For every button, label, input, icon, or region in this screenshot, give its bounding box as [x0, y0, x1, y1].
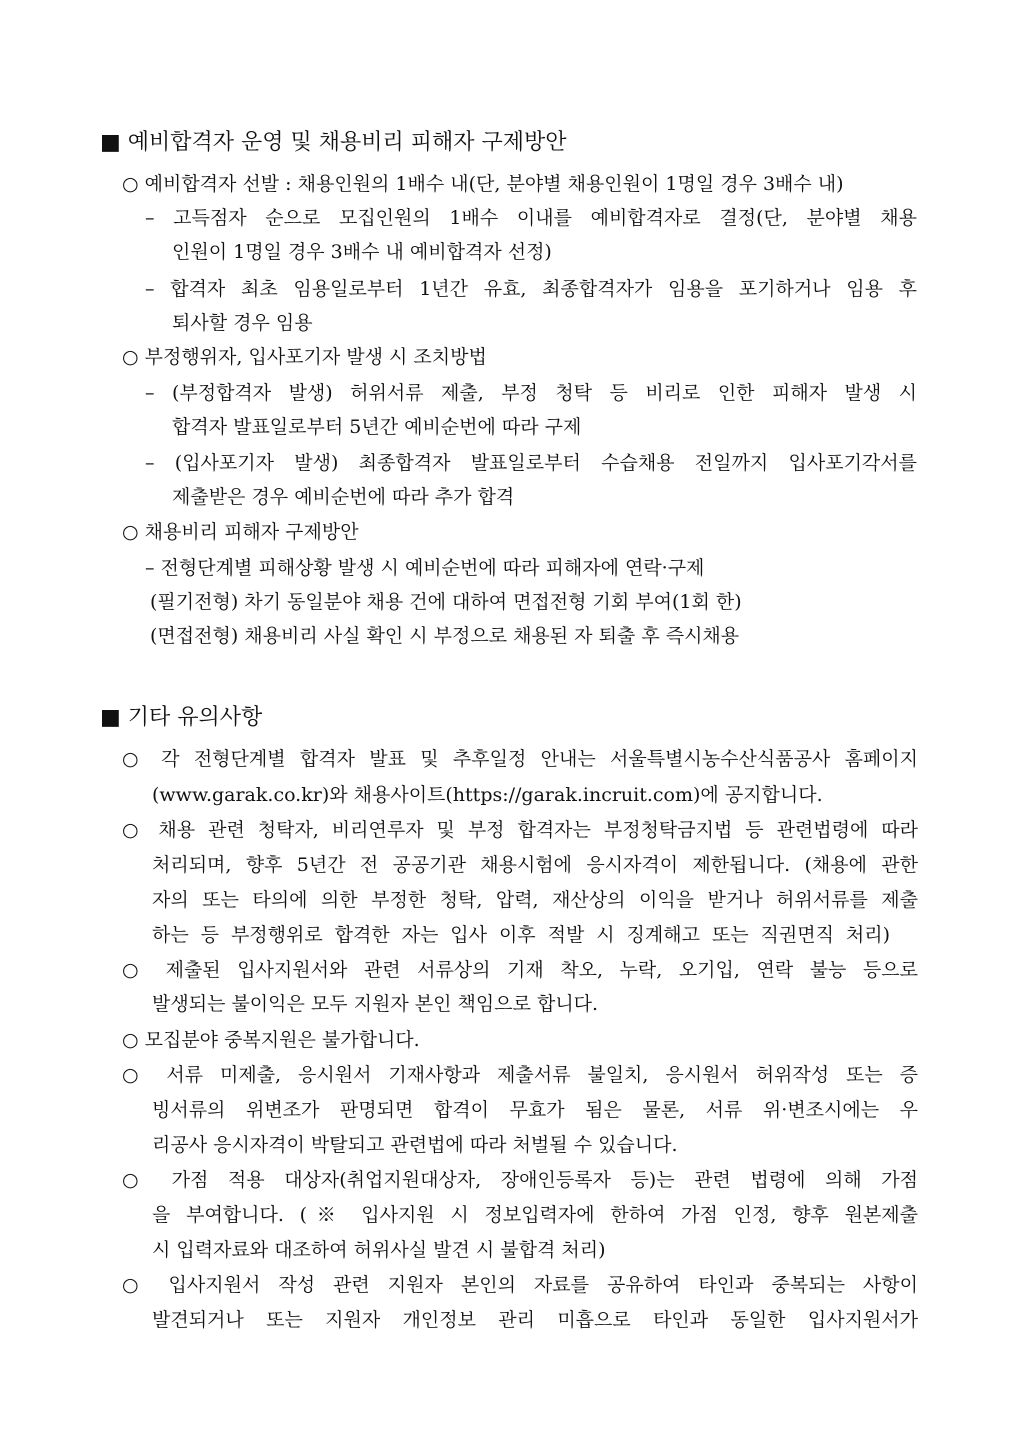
bullet-item: ○ 제출된 입사지원서와 관련 서류상의 기재 착오, 누락, 오기입, 연락 불능 등으로: [122, 959, 918, 981]
bullet-item-continued: 발생되는 불이익은 모두 지원자 본인 책임으로 합니다.: [152, 993, 599, 1015]
sub-item: (면접전형) 채용비리 사실 확인 시 부정으로 채용된 자 퇴출 후 즉시채용: [150, 625, 740, 647]
section-heading-other-notes: ■ 기타 유의사항: [100, 705, 263, 730]
bullet-item-continued: 발견되거나 또는 지원자 개인정보 관리 미흡으로 타인과 동일한 입사지원서가: [152, 1309, 918, 1331]
dash-item-continued: 인원이 1명일 경우 3배수 내 예비합격자 선정): [172, 241, 552, 263]
dash-item-continued: 제출받은 경우 예비순번에 따라 추가 합격: [172, 486, 515, 508]
bullet-item: ○ 서류 미제출, 응시원서 기재사항과 제출서류 불일치, 응시원서 허위작성 또는 증: [122, 1064, 918, 1086]
bullet-item: ○ 가점 적용 대상자(취업지원대상자, 장애인등록자 등)는 관련 법령에 의해 가점: [122, 1169, 918, 1191]
bullet-item-continued: (www.garak.co.kr)와 채용사이트(https://garak.incruit.com)에 공지합니다.: [152, 784, 823, 806]
sub-item: (필기전형) 차기 동일분야 채용 건에 대하여 면접전형 기회 부여(1회 한): [150, 591, 742, 613]
dash-item-continued: 합격자 발표일로부터 5년간 예비순번에 따라 구제: [172, 416, 582, 438]
dash-item: – (입사포기자 발생) 최종합격자 발표일로부터 수습채용 전일까지 입사포기각서를: [145, 452, 917, 474]
bullet-item-continued: 리공사 응시자격이 박탈되고 관련법에 따라 처벌될 수 있습니다.: [152, 1134, 678, 1156]
bullet-item-continued: 처리되며, 향후 5년간 전 공공기관 채용시험에 응시자격이 제한됩니다. (채용에 관한: [152, 854, 918, 876]
bullet-item: ○ 모집분야 중복지원은 불가합니다.: [122, 1029, 420, 1051]
bullet-item-continued: 을 부여합니다. (※ 입사지원 시 정보입력자에 한하여 가점 인정, 향후 원본제출: [152, 1204, 918, 1226]
section-heading-reserve-candidates: ■ 예비합격자 운영 및 채용비리 피해자 구제방안: [100, 130, 567, 155]
bullet-item-continued: 자의 또는 타의에 의한 부정한 청탁, 압력, 재산상의 이익을 받거나 허위서류를 제출: [152, 889, 918, 911]
bullet-item: ○ 예비합격자 선발 : 채용인원의 1배수 내(단, 분야별 채용인원이 1명일 경우 3배수 내): [122, 173, 844, 195]
bullet-item: ○ 입사지원서 작성 관련 지원자 본인의 자료를 공유하여 타인과 중복되는 사항이: [122, 1274, 918, 1296]
dash-item: – 고득점자 순으로 모집인원의 1배수 이내를 예비합격자로 결정(단, 분야별 채용: [145, 207, 917, 229]
bullet-item-continued: 빙서류의 위변조가 판명되면 합격이 무효가 됨은 물론, 서류 위·변조시에는 우: [152, 1099, 918, 1121]
bullet-item-continued: 시 입력자료와 대조하여 허위사실 발견 시 불합격 처리): [152, 1239, 606, 1261]
bullet-item: ○ 각 전형단계별 합격자 발표 및 추후일정 안내는 서울특별시농수산식품공사 홈페이지: [122, 748, 918, 770]
bullet-item: ○ 부정행위자, 입사포기자 발생 시 조치방법: [122, 346, 487, 368]
dash-item: – 합격자 최초 임용일로부터 1년간 유효, 최종합격자가 임용을 포기하거나 임용 후: [145, 278, 917, 300]
bullet-item: ○ 채용 관련 청탁자, 비리연루자 및 부정 합격자는 부정청탁금지법 등 관련법령에 따라: [122, 819, 918, 841]
dash-item: – (부정합격자 발생) 허위서류 제출, 부정 청탁 등 비리로 인한 피해자 발생 시: [145, 382, 917, 404]
bullet-item: ○ 채용비리 피해자 구제방안: [122, 521, 359, 543]
dash-item: – 전형단계별 피해상황 발생 시 예비순번에 따라 피해자에 연락·구제: [145, 557, 705, 579]
dash-item-continued: 퇴사할 경우 임용: [172, 312, 313, 334]
bullet-item-continued: 하는 등 부정행위로 합격한 자는 입사 이후 적발 시 징계해고 또는 직권면직 처리): [152, 924, 890, 946]
